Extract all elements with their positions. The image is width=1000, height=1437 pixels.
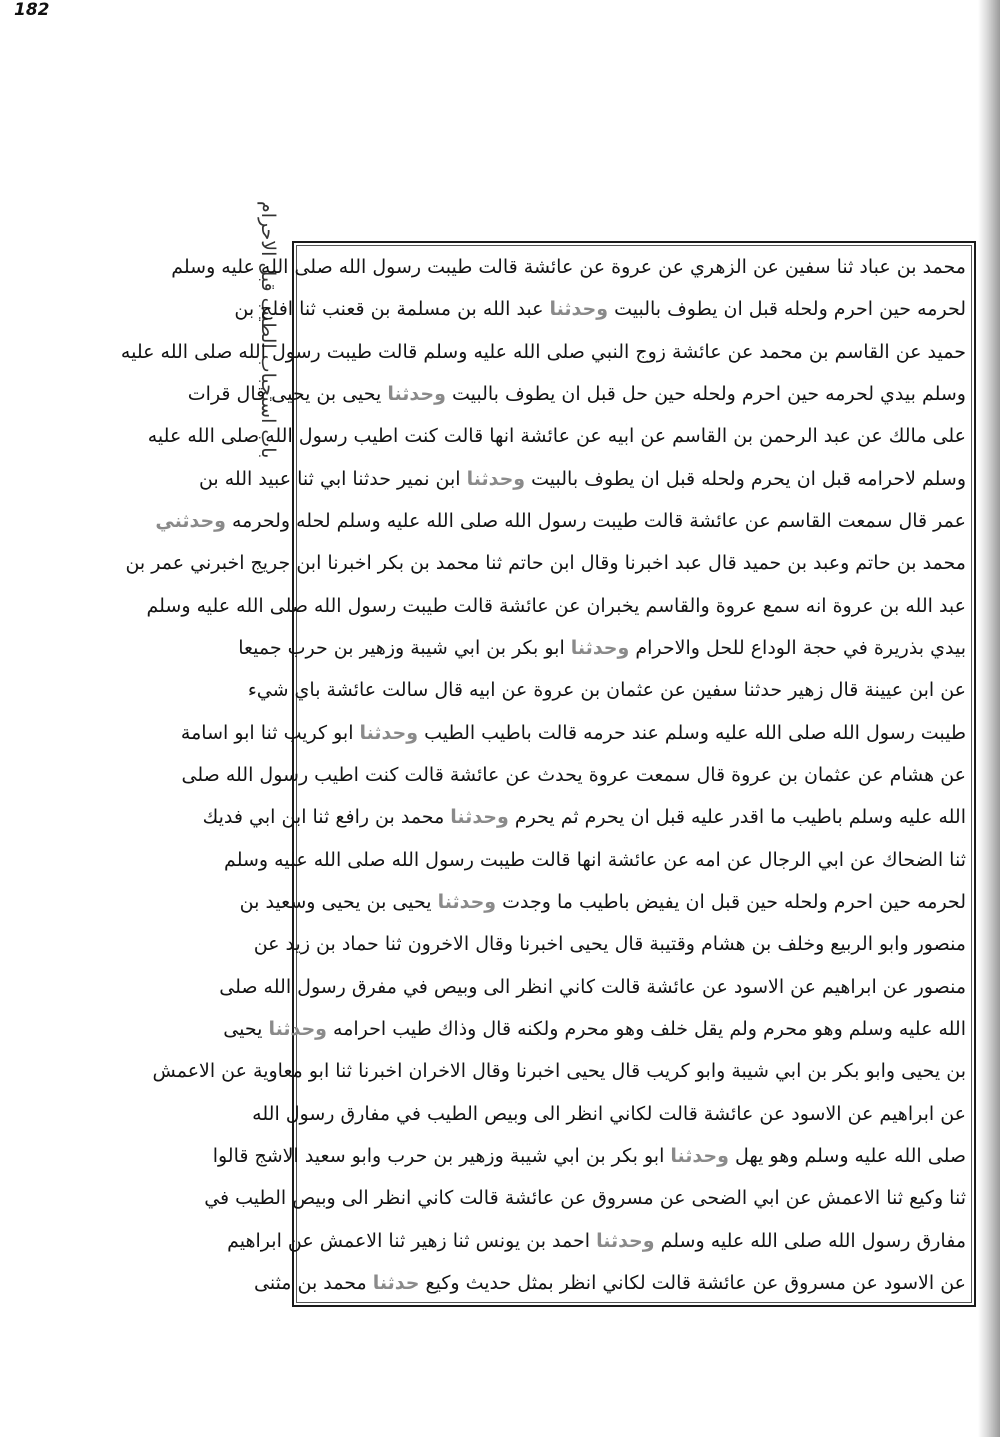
line-text: عن ابن عيينة قال زهير حدثنا سفين عن عثمان بن عروة عن ابيه قال سالت عائشة باي شيء [247, 679, 966, 702]
text-line [204, 1180, 966, 1216]
margin-heading: باب استحباب الطيب قبل الاحرام [257, 200, 279, 458]
line-text: ابو بكر بن ابي شيبة وزهير بن حرب وابو سعيد الاشج قالوا [212, 1144, 671, 1167]
text-line [152, 1053, 966, 1089]
line-text: طيبت رسول الله صلى الله عليه وسلم عند حرمه قالت باطيب الطيب [418, 721, 966, 744]
page-number: 182 [14, 0, 50, 20]
line-text: ابن نمير حدثنا ابي ثنا عبيد الله بن [198, 467, 467, 490]
line-text: بيدي بذريرة في حجة الوداع للحل والاحرام [629, 636, 966, 659]
line-text: ابو كريب ثنا ابو اسامة [180, 721, 360, 744]
text-line [212, 1138, 966, 1174]
text-line [125, 545, 966, 581]
text-line [187, 376, 966, 412]
line-text: عبد الله بن مسلمة بن قعنب ثنا افلح بن [234, 298, 550, 321]
text-line [224, 842, 966, 878]
text-line [180, 715, 966, 751]
line-text: احمد بن يونس ثنا زهير ثنا الاعمش عن ابراهيم [227, 1229, 597, 1252]
text-line [239, 884, 966, 920]
text-line [147, 418, 966, 454]
line-text: الله عليه وسلم باطيب ما اقدر عليه قبل ان يحرم ثم يحرم [508, 806, 966, 829]
line-text: عمر قال سمعت القاسم عن عائشة قالت طيبت رسول الله صلى الله عليه وسلم لحله ولحرمه [225, 509, 966, 532]
text-line [253, 926, 966, 962]
rubric-word: وحدثنا [570, 636, 630, 659]
line-text: يحيى بن يحيى قال قرات [187, 382, 388, 405]
line-text: محمد بن مثنى [254, 1271, 373, 1294]
text-line [254, 1265, 966, 1301]
line-text: يحيى [223, 1017, 269, 1040]
line-text: وسلم لاحرامه قبل ان يحرم ولحله قبل ان يطوف بالبيت [525, 467, 966, 490]
line-text: مفارق رسول الله صلى الله عليه وسلم [654, 1229, 966, 1252]
text-line [252, 1096, 966, 1132]
line-text: على مالك عن عبد الرحمن بن القاسم عن ابيه عن عائشة انها قالت كنت اطيب رسول الله صلى الله عليه [147, 425, 966, 448]
line-text: ابو بكر بن ابي شيبة وزهير بن حرب جميعا [238, 636, 571, 659]
line-text: محمد بن حاتم وعبد بن حميد قال عبد اخبرنا وقال ابن حاتم ثنا محمد بن بكر اخبرنا ابن جريج اخبرني عمر بن [125, 552, 966, 575]
rubric-word: حدثنا [372, 1271, 420, 1294]
line-text: وسلم بيدي لحرمه حين احرم ولحله حين حل قبل ان يطوف بالبيت [445, 382, 966, 405]
line-text: حميد عن القاسم بن محمد عن عائشة زوج النبي صلى الله عليه وسلم قالت طيبت رسول الله صلى الله عليه [120, 340, 966, 363]
page-edge-shadow [978, 0, 1000, 1437]
line-text: ثنا الضحاك عن ابي الرجال عن امه عن عائشة انها قالت طيبت رسول الله صلى الله عليه وسلم [224, 848, 966, 871]
line-text: يحيى بن يحيى وسعيد بن [239, 890, 438, 913]
rubric-word: وحدثنا [549, 298, 609, 321]
text-line [238, 630, 966, 666]
line-text: عن ابراهيم عن الاسود عن عائشة قالت لكاني انظر الى وبيص الطيب في مفارق رسول الله [252, 1102, 966, 1125]
text-line [202, 799, 966, 835]
rubric-word: وحدثنا [437, 890, 497, 913]
rubric-word: وحدثنا [387, 382, 446, 405]
rubric-word: وحدثنا [466, 467, 526, 490]
text-line [181, 757, 966, 793]
line-text: منصور عن ابراهيم عن الاسود عن عائشة قالت كاني انظر الى وبيص في مفرق رسول الله صلى [219, 975, 966, 998]
line-text: عن هشام عن عثمان بن عروة قال سمعت عروة يحدث عن عائشة قالت كنت اطيب رسول الله صلى [181, 763, 966, 786]
line-text: محمد بن عباد ثنا سفين عن الزهري عن عروة عن عائشة قالت طيبت رسول الله صلى الله عليه وسلم [171, 256, 966, 278]
rubric-word: وحدثنا [359, 721, 419, 744]
line-text: بن يحيى وابو بكر بن ابي شيبة وابو كريب قال يحيى اخبرنا وقال الاخران اخبرنا ثنا ابو معاوية عن الاعمش [152, 1060, 966, 1083]
rubric-word: وحدثني [155, 509, 226, 532]
text-line [223, 1011, 966, 1047]
text-line [171, 249, 966, 285]
text-line [120, 334, 966, 370]
line-text: الله عليه وسلم وهو محرم ولم يقل خلف وهو محرم ولكنه قال وذاك طيب احرامه [326, 1017, 966, 1040]
line-text: منصور وابو الربيع وخلف بن هشام وقتيبة قال يحيى اخبرنا وقال الاخرون ثنا حماد بن زيد عن [253, 933, 966, 956]
line-text: صلى الله عليه وسلم وهو يهل [728, 1144, 966, 1167]
line-text: لحرمه حين احرم ولحله قبل ان يطوف بالبيت [608, 298, 966, 321]
rubric-word: وحدثنا [596, 1229, 655, 1252]
rubric-word: وحدثنا [670, 1144, 729, 1167]
line-text: محمد بن رافع ثنا ابن ابي فديك [202, 806, 451, 829]
line-text: عبد الله بن عروة انه سمع عروة والقاسم يخبران عن عائشة قالت طيبت رسول الله صلى الله عليه وسلم [146, 594, 966, 617]
text-line [219, 969, 966, 1005]
line-text: عن الاسود عن مسروق عن عائشة قالت لكاني انظر بمثل حديث وكيع [419, 1271, 966, 1294]
line-text: لحرمه حين احرم ولحله حين قبل ان يفيض باطيب ما وجدت [496, 890, 966, 913]
text-line [227, 1223, 966, 1259]
text-line [198, 461, 966, 497]
text-line [155, 503, 966, 539]
line-text: ثنا وكيع ثنا الاعمش عن ابي الضحى عن مسروق عن عائشة قالت كاني انظر الى وبيص الطيب في [204, 1187, 966, 1210]
text-line [146, 588, 966, 624]
text-line [247, 672, 966, 708]
rubric-word: وحدثنا [268, 1017, 327, 1040]
rubric-word: وحدثنا [450, 806, 509, 829]
text-line [234, 291, 966, 327]
